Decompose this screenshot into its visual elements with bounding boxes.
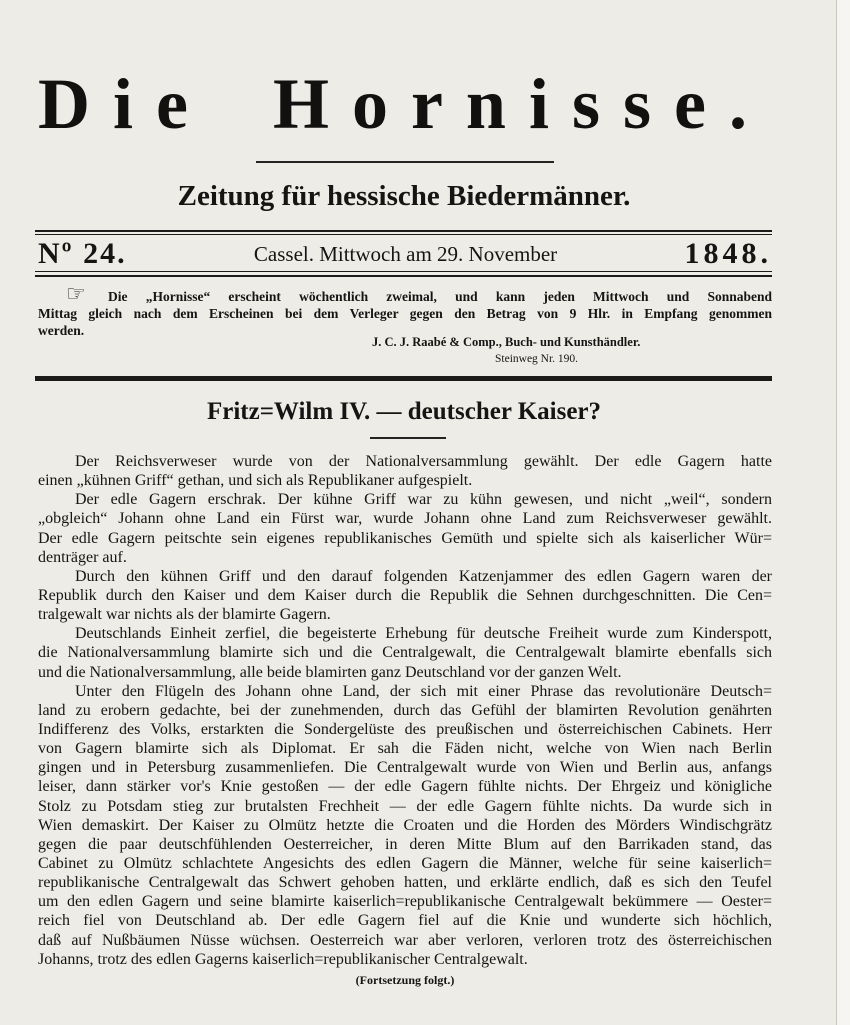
article-line: Der edle Gagern peitschte sein eigenes republikanisches Gemüth und spielte sich als kaiserlicher Wür= <box>38 529 772 547</box>
article-line: Deutschlands Einheit zerfiel, die begeisterte Erhebung für deutsche Freiheit wurde zum Kinderspott, <box>75 625 772 643</box>
article-line: leiser, dann stärker vor's Knie gestoßen — der edle Gagern fühlte nichts. Der Ehrgeiz und königliche <box>38 778 772 796</box>
article-title: Fritz=Wilm IV. — deutscher Kaiser? <box>206 398 602 425</box>
article-line: gingen und in Petersburg zusammenliefen. Die Centralgewalt wurde von Wien und Berlin aus, anfangs <box>38 759 772 777</box>
article-body <box>38 452 772 969</box>
article-line: tralgewalt war nichts als der blamirte Gagern. <box>38 606 331 624</box>
article-title-rule <box>370 437 446 439</box>
masthead-subtitle: Zeitung für hessische Biedermänner. <box>177 180 631 212</box>
article-line: reich fiel von Deutschland ab. Der edle Gagern fiel auf die Knie und wunderte sich höchlich, <box>38 912 772 930</box>
article-line: denträger auf. <box>38 548 127 566</box>
article-line: republikanische Centralgewalt das Schwert gehoben hatten, und erklärte endlich, daß es sich den Teufel <box>38 874 772 892</box>
article-line: „obgleich“ Johann ohne Land ein Fürst war, wurde Johann ohne Land zum Reichsverweser gewählt. <box>38 510 772 528</box>
notice-line: Mittag gleich nach dem Erscheinen bei dem Verleger gegen den Betrag von 9 Hlr. in Empfang genommen <box>38 306 772 321</box>
article-line: land zu erobern gedachte, bei der zunehmenden, durch das Gefühl der blamirten Revolution genährten <box>38 701 772 719</box>
publisher-name: J. C. J. Raabé & Comp., Buch- und Kunsthändler. <box>372 335 641 349</box>
issue-year: 1848. <box>684 237 772 270</box>
title-rule <box>256 161 554 163</box>
masthead-title: Die Hornisse. <box>38 64 770 144</box>
issue-rule-bottom-thin <box>35 271 772 272</box>
issue-rule-top <box>35 230 772 232</box>
pointing-hand-icon <box>66 284 86 306</box>
continuation-note: (Fortsetzung folgt.) <box>355 973 455 987</box>
publisher-address: Steinweg Nr. 190. <box>495 353 579 365</box>
scan-edge <box>836 0 850 1025</box>
issue-line <box>38 238 772 270</box>
issue-rule-bottom <box>35 275 772 277</box>
article-line: von Gagern blamirte sich als Diplomat. Er sah die Fäden nicht, welche von Wien nach Berlin <box>38 740 772 758</box>
article-line: Unter den Flügeln des Johann ohne Land, der sich mit einer Phrase das revolutionäre Deutsch= <box>75 682 772 700</box>
article-line: und die Nationalversammlung, alle beide blamirten ganz Deutschland vor der ganzen Welt. <box>38 663 622 681</box>
article-line: Stolz zu Potsdam stieg zur brutalsten Frechheit — der edle Gagern fühlte nichts. Da wurde sich in <box>38 797 772 815</box>
article-line: Der edle Gagern erschrak. Der kühne Griff war zu kühn gewesen, und nicht „weil“, sondern <box>75 491 772 509</box>
article-line: Johanns, trotz des edlen Gagerns kaiserlich=republikanischer Centralgewalt. <box>38 950 528 968</box>
issue-rule-top-thin <box>35 234 772 235</box>
article-line: einen „kühnen Griff“ gethan, und sich als Republikaner aufgespielt. <box>38 472 473 490</box>
article-line: die Nationalversammlung blamirte sich und die Centralgewalt, die Centralgewalt blamirte ebenfalls sich <box>38 644 772 662</box>
article-line: Wien demaskirt. Der Kaiser zu Olmütz hetzte die Croaten und die Horden des Mörders Windischgrätz <box>38 816 772 834</box>
article-line: Cabinet zu Olmütz schlachtete Angesichts des edlen Gagern die Männer, welche für seine kaiserlich= <box>38 854 772 872</box>
header-rule <box>35 376 772 381</box>
notice-line: Die „Hornisse“ erscheint wöchentlich zweimal, und kann jeden Mittwoch und Sonnabend <box>108 289 772 304</box>
article-line: Indifferenz des Volks, erstarkten die Sondergelüste des preußischen und österreichischen Cabinets. Herr <box>38 720 772 738</box>
issue-place-date: Cassel. Mittwoch am 29. November <box>253 241 558 266</box>
article-line: um den edlen Gagern und seine blamirte kaiserlich=republikanische Centralgewalt bekümmere — Oester= <box>38 893 772 911</box>
article-line: Republik durch den Kaiser und dem Kaiser durch die Republik die Sehnen durchgeschnitten. Die Cen= <box>38 586 772 604</box>
article-line: Durch den kühnen Griff und den darauf folgenden Katzenjammer des edlen Gagern waren der <box>75 567 772 585</box>
article-line: daß auf Nußbäumen Nüsse wüchsen. Oesterreich war aber verloren, verloren trotz des österreichischen <box>38 931 772 949</box>
article-line: Der Reichsverweser wurde von der Nationalversammlung gewählt. Der edle Gagern hatte <box>75 453 772 470</box>
issue-number: Nº 24. <box>38 237 127 270</box>
article-line: gegen die paar deutschfühlenden Oesterreicher, in deren Mitte Blum auf den Barrikaden stand, das <box>38 835 772 853</box>
notice-line: werden. <box>38 323 85 338</box>
